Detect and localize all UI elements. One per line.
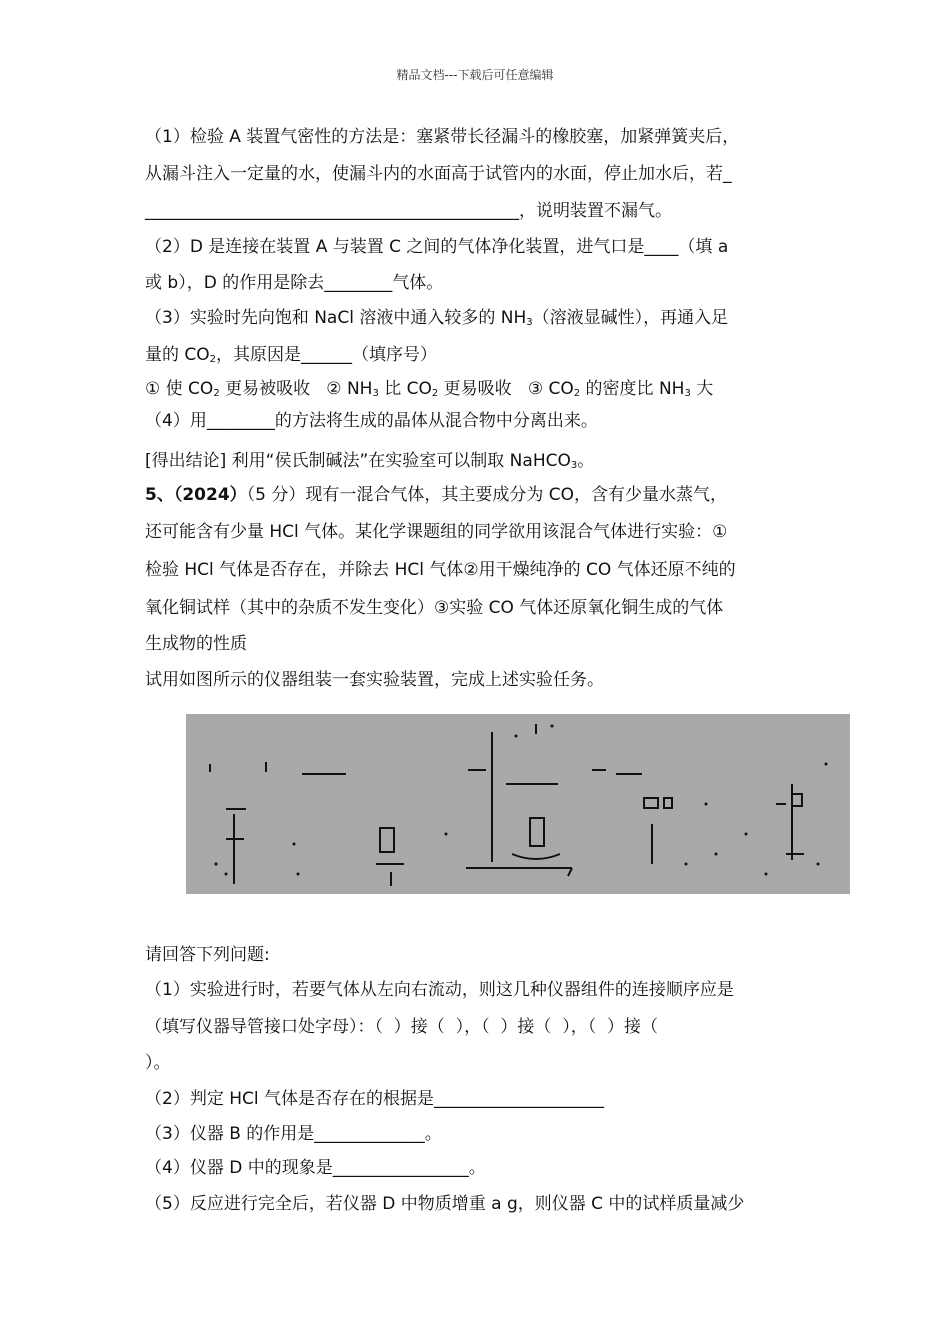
question-line: 请回答下列问题:	[145, 945, 270, 965]
question-line: 试用如图所示的仪器组装一套实验装置，完成上述实验任务。	[145, 670, 604, 690]
question-line: （5）反应进行完全后，若仪器 D 中物质增重 a g，则仪器 C 中的试样质量减少	[145, 1194, 745, 1214]
question-line: （3）实验时先向饱和 NaCl 溶液中通入较多的 $NH_3$（溶液显碱性），再通入足	[145, 308, 729, 328]
question-line: 检验 HCl 气体是否存在，并除去 HCl 气体②用干燥纯净的 CO 气体还原不纯的	[145, 560, 736, 580]
question-line: （填写仪器导管接口处字母）：（ ）接（ ），（ ）接（ ），（ ）接（	[145, 1017, 659, 1037]
options-line: ① 使 $CO_2$ 更易被吸收 ② $NH_3$ 比 $CO_2$ 更易吸收 ③ $CO_2$ 的密度比 $NH_3$ 大	[145, 379, 714, 399]
page-header: 精品文档---下载后可任意编辑	[396, 68, 554, 82]
question-line: （4）仪器 D 中的现象是________________。	[145, 1158, 486, 1178]
apparatus-drawing	[186, 714, 850, 894]
question-line: 还可能含有少量 HCl 气体。某化学课题组的同学欲用该混合气体进行实验：①	[145, 522, 728, 542]
question-line: 从漏斗注入一定量的水，使漏斗内的水面高于试管内的水面，停止加水后，若_	[145, 164, 732, 184]
question-line: （2）D 是连接在装置 A 与装置 C 之间的气体净化装置，进气口是____（填 a	[145, 237, 729, 257]
apparatus-figure	[186, 714, 850, 894]
question-5-title: 5、（2024）（5 分）现有一混合气体，其主要成分为 CO，含有少量水蒸气，	[145, 485, 728, 505]
question-line: ）。	[145, 1053, 171, 1073]
question-line: ____________________________________________，说明装置不漏气。	[145, 201, 672, 221]
question-line: 生成物的性质	[145, 634, 247, 654]
question-line: 氧化铜试样（其中的杂质不发生变化）③实验 CO 气体还原氧化铜生成的气体	[145, 598, 724, 618]
question-line: （2）判定 HCl 气体是否存在的根据是____________________	[145, 1089, 604, 1109]
question-line: 量的 $CO_2$，其原因是______（填序号）	[145, 345, 438, 365]
question-line: 或 b），D 的作用是除去________气体。	[145, 273, 444, 293]
question-line: （1）实验进行时，若要气体从左向右流动，则这几种仪器组件的连接顺序应是	[145, 980, 734, 1000]
question-line: （4）用________的方法将生成的晶体从混合物中分离出来。	[145, 411, 598, 431]
question-line: （1）检验 A 装置气密性的方法是：塞紧带长径漏斗的橡胶塞，加紧弹簧夹后，	[145, 127, 740, 147]
conclusion-line: [得出结论] 利用“侯氏制碱法”在实验室可以制取 NaHCO$_3$。	[145, 451, 595, 471]
question-line: （3）仪器 B 的作用是_____________。	[145, 1124, 442, 1144]
